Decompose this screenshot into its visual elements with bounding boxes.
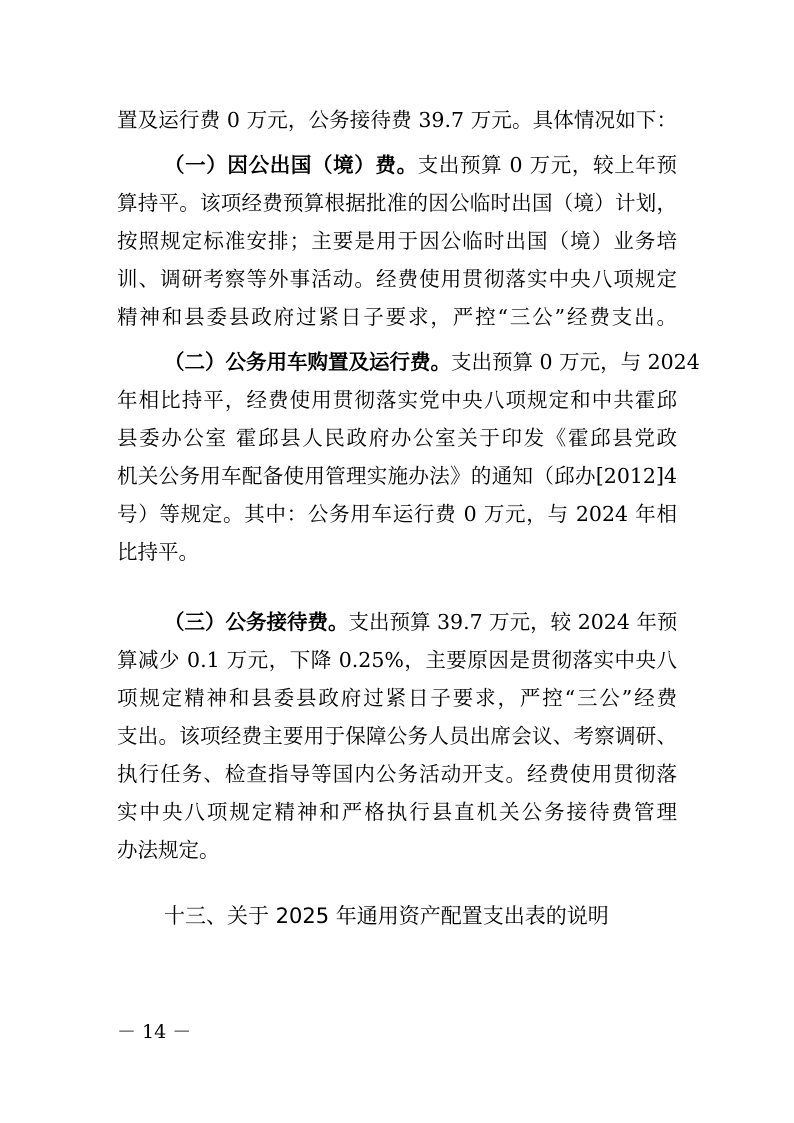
section-3-line: 实中央八项规定精神和严格执行县直机关公务接待费管理 [117,800,677,824]
section-2-line: 年相比持平，经费使用贯彻落实党中央八项规定和中共霍邱 [117,388,677,412]
section-2-title: （二）公务用车购置及运行费。 [164,350,451,374]
section-3-line: 办法规定。 [117,838,220,862]
section-heading: 十三、关于 2025 年通用资产配置支出表的说明 [164,904,609,928]
section-3-first-line [164,604,677,640]
intro-line-1: 置及运行费 0 万元，公务接待费 39.7 万元。具体情况如下： [117,108,677,132]
section-1-line: 训、调研考察等外事活动。经费使用贯彻落实中央八项规定 [117,267,677,291]
section-3-line: 支出。该项经费主要用于保障公务人员出席会议、考察调研、 [117,724,677,748]
section-2-first-line-text: 支出预算 0 万元，与 2024 [451,350,700,374]
section-1-line: 精神和县委县政府过紧日子要求，严控“三公”经费支出。 [117,305,677,329]
section-3-line: 执行任务、检查指导等国内公务活动开支。经费使用贯彻落 [117,762,677,786]
section-1-first-line [164,147,677,183]
section-1-line: 按照规定标准安排；主要是用于因公临时出国（境）业务培 [117,229,677,253]
section-1-first-line-text: 支出预算 0 万元，较上年预 [417,153,678,177]
section-2-line: 机关公务用车配备使用管理实施办法》的通知（邱办[2012]4 [117,464,677,488]
section-1-line: 算持平。该项经费预算根据批准的因公临时出国（境）计划， [117,191,677,215]
section-3-line: 项规定精神和县委县政府过紧日子要求，严控“三公”经费 [117,686,677,710]
section-2-first-line [164,344,700,380]
section-1-title: （一）因公出国（境）费。 [164,153,418,177]
page-number: － 14 － [117,1021,192,1043]
section-3-title: （三）公务接待费。 [164,610,349,634]
section-2-line: 号）等规定。其中：公务用车运行费 0 万元，与 2024 年相 [117,502,677,526]
section-3-first-line-text: 支出预算 39.7 万元，较 2024 年预 [348,610,678,634]
section-2-line: 县委办公室 霍邱县人民政府办公室关于印发《霍邱县党政 [117,426,677,450]
section-2-line: 比持平。 [117,540,199,564]
section-3-line: 算减少 0.1 万元，下降 0.25%，主要原因是贯彻落实中央八 [117,648,677,672]
